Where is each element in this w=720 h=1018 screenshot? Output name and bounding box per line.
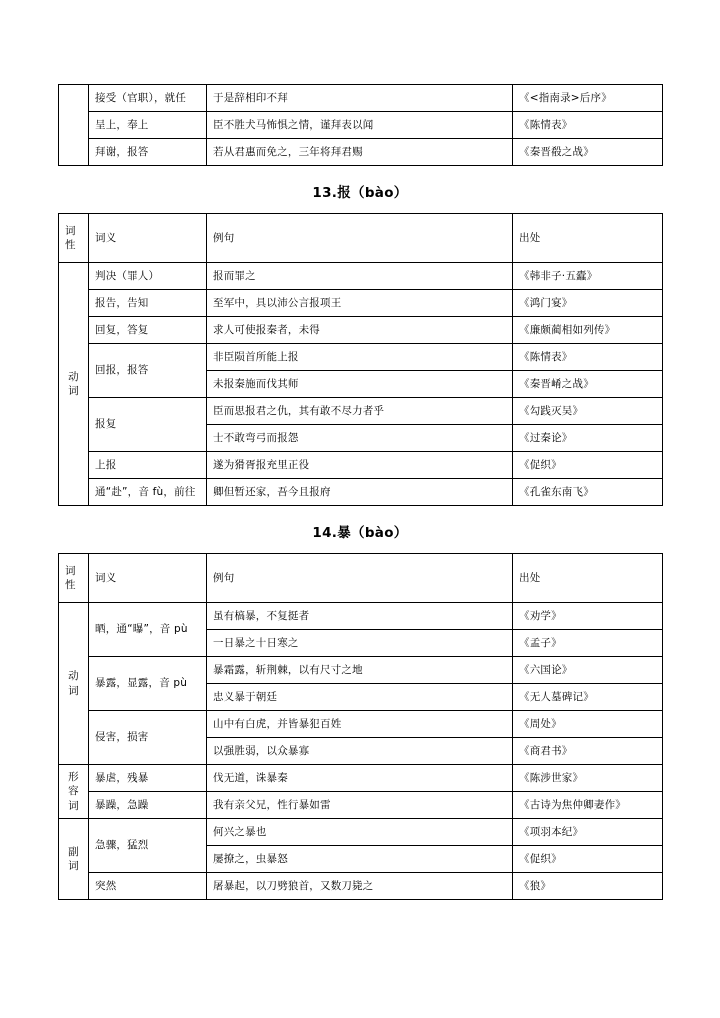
example-cell: 何兴之暴也 bbox=[207, 819, 513, 846]
example-cell: 山中有白虎，并皆暴犯百姓 bbox=[207, 711, 513, 738]
pos-label-char: 副 bbox=[68, 845, 79, 858]
table-row bbox=[59, 85, 663, 112]
source-cell: 《孟子》 bbox=[513, 630, 663, 657]
table-row bbox=[59, 603, 663, 630]
example-cell: 未报秦施而伐其师 bbox=[207, 371, 513, 398]
column-header-pos-char1: 词 bbox=[65, 564, 76, 577]
pos-label bbox=[65, 370, 82, 398]
entry-table-14 bbox=[58, 553, 663, 900]
table-row bbox=[59, 317, 663, 344]
source-cell: 《秦晋殽之战》 bbox=[513, 139, 663, 166]
source-cell: 《秦晋崤之战》 bbox=[513, 371, 663, 398]
pos-label-char: 词 bbox=[68, 860, 79, 872]
column-header-source: 出处 bbox=[513, 554, 663, 603]
source-cell: 《过秦论》 bbox=[513, 425, 663, 452]
pos-label-char: 动 bbox=[68, 370, 79, 383]
column-header-pos bbox=[59, 214, 89, 263]
pos-label bbox=[65, 770, 82, 813]
meaning-cell: 拜谢，报答 bbox=[89, 139, 207, 166]
column-header-pos bbox=[59, 554, 89, 603]
pos-cell bbox=[59, 819, 89, 900]
table-row bbox=[59, 873, 663, 900]
source-cell: 《狼》 bbox=[513, 873, 663, 900]
meaning-cell: 晒，通“曝”，音 pù bbox=[89, 603, 207, 657]
meaning-cell: 回复，答复 bbox=[89, 317, 207, 344]
pos-label-char: 容 bbox=[68, 785, 79, 798]
example-cell: 忠义暴于朝廷 bbox=[207, 684, 513, 711]
pos-label-char: 词 bbox=[68, 799, 79, 812]
table-row bbox=[59, 792, 663, 819]
meaning-cell: 急骤，猛烈 bbox=[89, 819, 207, 873]
table-row bbox=[59, 398, 663, 425]
source-cell: 《廉颇蔺相如列传》 bbox=[513, 317, 663, 344]
table-header-row bbox=[59, 554, 663, 603]
entry-table-13 bbox=[58, 213, 663, 506]
source-cell: 《无人墓碑记》 bbox=[513, 684, 663, 711]
pos-label-char: 词 bbox=[68, 684, 79, 697]
example-cell: 求人可使报秦者，未得 bbox=[207, 317, 513, 344]
example-cell: 一日暴之十日寒之 bbox=[207, 630, 513, 657]
pos-label-char: 形 bbox=[68, 771, 79, 784]
meaning-cell: 暴露，显露，音 pù bbox=[89, 657, 207, 711]
example-cell: 屡撩之，虫暴怒 bbox=[207, 846, 513, 873]
example-cell: 卿但暂还家，吾今且报府 bbox=[207, 479, 513, 506]
source-cell: 《劝学》 bbox=[513, 603, 663, 630]
source-cell: 《陈涉世家》 bbox=[513, 765, 663, 792]
column-header-example: 例句 bbox=[207, 554, 513, 603]
example-cell: 我有亲父兄，性行暴如雷 bbox=[207, 792, 513, 819]
meaning-cell: 暴虐，残暴 bbox=[89, 765, 207, 792]
pos-cell bbox=[59, 263, 89, 506]
example-cell: 臣而思报君之仇，其有敢不尽力者乎 bbox=[207, 398, 513, 425]
table-row bbox=[59, 139, 663, 166]
column-header-pos-char2: 性 bbox=[65, 579, 76, 591]
pos-label-char: 动 bbox=[68, 670, 79, 683]
table-row bbox=[59, 344, 663, 371]
table-row bbox=[59, 112, 663, 139]
meaning-cell: 呈上，奉上 bbox=[89, 112, 207, 139]
meaning-cell: 接受（官职），就任 bbox=[89, 85, 207, 112]
example-cell: 屠暴起，以刀劈狼首，又数刀毙之 bbox=[207, 873, 513, 900]
example-cell: 至军中，具以沛公言报项王 bbox=[207, 290, 513, 317]
example-cell: 若从君惠而免之，三年将拜君赐 bbox=[207, 139, 513, 166]
table-header-row bbox=[59, 214, 663, 263]
column-header-source: 出处 bbox=[513, 214, 663, 263]
table-row bbox=[59, 479, 663, 506]
meaning-cell: 判决（罪人） bbox=[89, 263, 207, 290]
table-row bbox=[59, 657, 663, 684]
example-cell: 臣不胜犬马怖惧之情，谨拜表以闻 bbox=[207, 112, 513, 139]
meaning-cell: 突然 bbox=[89, 873, 207, 900]
column-header-pos-char1: 词 bbox=[65, 224, 76, 237]
meaning-cell: 上报 bbox=[89, 452, 207, 479]
source-cell: 《商君书》 bbox=[513, 738, 663, 765]
source-cell: 《项羽本纪》 bbox=[513, 819, 663, 846]
continued-table bbox=[58, 84, 663, 166]
section-title-13: 13.报（bào） bbox=[312, 185, 408, 201]
pos-label-char: 词 bbox=[68, 385, 79, 397]
example-cell: 伐无道，诛暴秦 bbox=[207, 765, 513, 792]
pos-label bbox=[65, 845, 82, 873]
source-cell: 《促织》 bbox=[513, 452, 663, 479]
meaning-cell: 报告，告知 bbox=[89, 290, 207, 317]
column-header-pos-char2: 性 bbox=[65, 239, 76, 251]
source-cell: 《陈情表》 bbox=[513, 344, 663, 371]
source-cell: 《古诗为焦仲卿妻作》 bbox=[513, 792, 663, 819]
source-cell: 《勾践灭吴》 bbox=[513, 398, 663, 425]
example-cell: 于是辞相印不拜 bbox=[207, 85, 513, 112]
source-cell: 《六国论》 bbox=[513, 657, 663, 684]
meaning-cell: 暴躁，急躁 bbox=[89, 792, 207, 819]
meaning-cell: 侵害，损害 bbox=[89, 711, 207, 765]
source-cell: 《促织》 bbox=[513, 846, 663, 873]
example-cell: 遂为猾胥报充里正役 bbox=[207, 452, 513, 479]
example-cell: 虽有槁暴，不复挺者 bbox=[207, 603, 513, 630]
meaning-cell: 通“赴”，音 fù，前往 bbox=[89, 479, 207, 506]
example-cell: 士不敢弯弓而报怨 bbox=[207, 425, 513, 452]
meaning-cell: 报复 bbox=[89, 398, 207, 452]
column-header-meaning: 词义 bbox=[89, 554, 207, 603]
column-header-meaning: 词义 bbox=[89, 214, 207, 263]
example-cell: 以强胜弱，以众暴寡 bbox=[207, 738, 513, 765]
source-cell: 《孔雀东南飞》 bbox=[513, 479, 663, 506]
table-row bbox=[59, 263, 663, 290]
pos-cell bbox=[59, 603, 89, 765]
example-cell: 报而罪之 bbox=[207, 263, 513, 290]
pos-cell bbox=[59, 85, 89, 166]
meaning-cell: 回报，报答 bbox=[89, 344, 207, 398]
pos-cell bbox=[59, 765, 89, 819]
example-cell: 非臣陨首所能上报 bbox=[207, 344, 513, 371]
example-cell: 暴霜露，斩荆棘，以有尺寸之地 bbox=[207, 657, 513, 684]
pos-label bbox=[65, 669, 82, 697]
source-cell: 《韩非子·五蠹》 bbox=[513, 263, 663, 290]
column-header-example: 例句 bbox=[207, 214, 513, 263]
section-title-14: 14.暴（bào） bbox=[312, 525, 408, 541]
table-row bbox=[59, 452, 663, 479]
source-cell: 《陈情表》 bbox=[513, 112, 663, 139]
table-row bbox=[59, 290, 663, 317]
table-row bbox=[59, 711, 663, 738]
table-row bbox=[59, 765, 663, 792]
source-cell: 《鸿门宴》 bbox=[513, 290, 663, 317]
source-cell: 《周处》 bbox=[513, 711, 663, 738]
table-row bbox=[59, 819, 663, 846]
source-cell: 《<指南录>后序》 bbox=[513, 85, 663, 112]
